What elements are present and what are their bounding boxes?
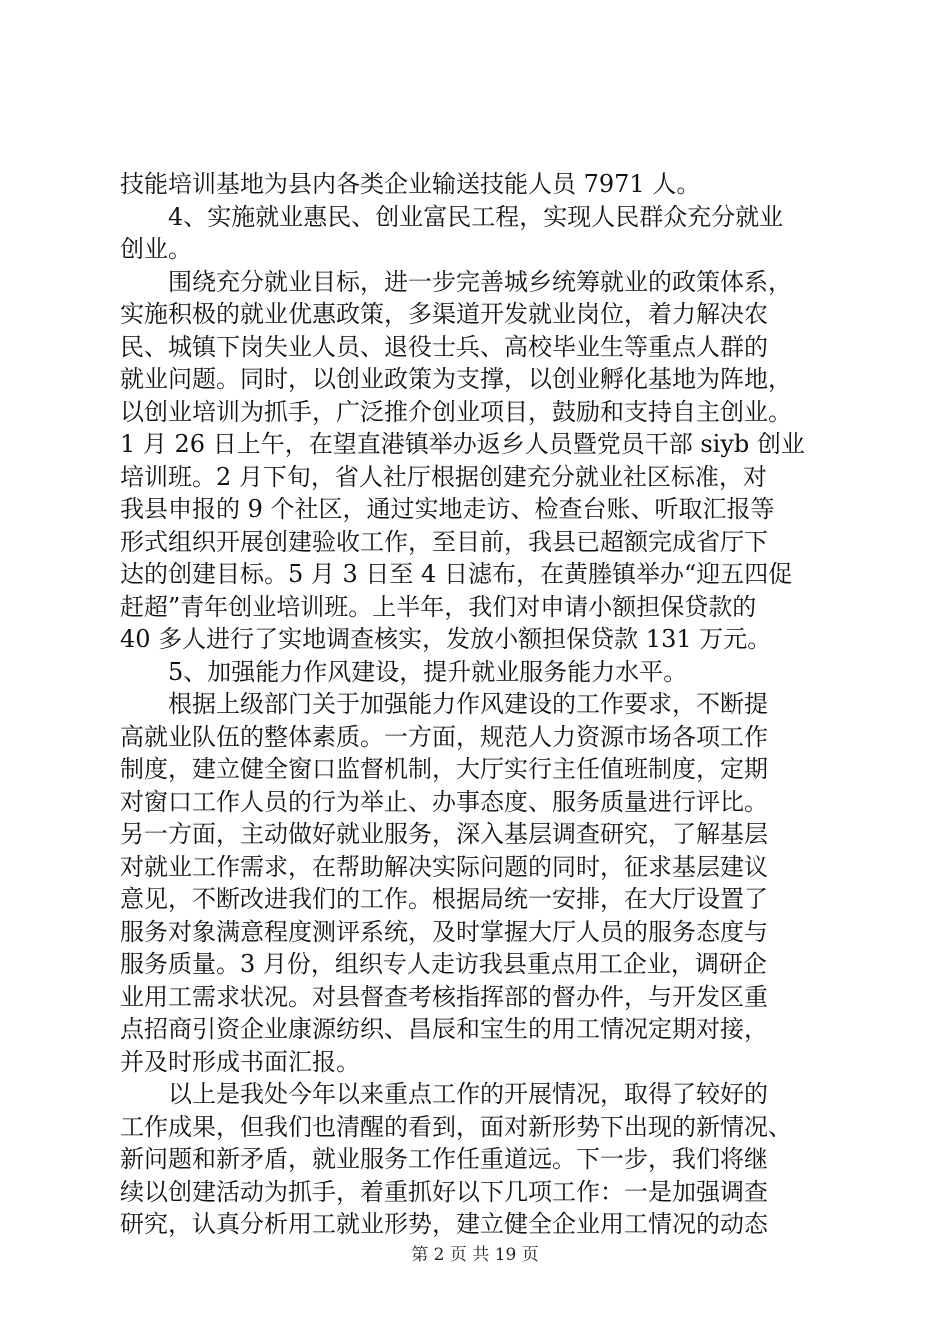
page-footer: 第 2 页 共 19 页 [411, 1245, 539, 1265]
text-line: 赶超”青年创业培训班。上半年，我们对申请小额担保贷款的 [120, 592, 757, 621]
text-line: 另一方面，主动做好就业服务，深入基层调查研究，了解基层 [120, 820, 768, 848]
text-line: 技能培训基地为县内各类企业输送技能人员 7971 人。 [120, 170, 701, 198]
text-line: 以创业培训为抓手，广泛推介创业项目，鼓励和支持自主创业。 [120, 397, 792, 426]
text-line: 达的创建目标。5 月 3 日至 4 日滤布，在黄塍镇举办“迎五四促 [120, 560, 793, 588]
text-line: 并及时形成书面汇报。 [120, 1047, 360, 1076]
text-line: 5、加强能力作风建设，提升就业服务能力水平。 [120, 657, 688, 686]
text-line: 制度，建立健全窗口监督机制，大厅实行主任值班制度，定期 [120, 755, 768, 783]
text-line: 研究，认真分析用工就业形势，建立健全企业用工情况的动态 [120, 1210, 768, 1238]
text-line: 培训班。2 月下旬，省人社厅根据创建充分就业社区标准，对 [120, 462, 767, 491]
text-line: 以上是我处今年以来重点工作的开展情况，取得了较好的 [120, 1080, 768, 1108]
text-line: 就业问题。同时，以创业政策为支撑，以创业孵化基地为阵地， [120, 365, 792, 393]
text-line: 新问题和新矛盾，就业服务工作任重道远。下一步，我们将继 [120, 1145, 768, 1173]
text-line: 对窗口工作人员的行为举止、办事态度、服务质量进行评比。 [120, 787, 768, 816]
text-line: 服务对象满意程度测评系统，及时掌握大厅人员的服务态度与 [120, 917, 768, 946]
text-line: 续以创建活动为抓手，着重抓好以下几项工作：一是加强调查 [120, 1177, 768, 1206]
text-line: 形式组织开展创建验收工作，至目前，我县已超额完成省厅下 [120, 527, 768, 556]
text-line: 意见，不断改进我们的工作。根据局统一安排，在大厅设置了 [120, 885, 768, 913]
text-line: 4、实施就业惠民、创业富民工程，实现人民群众充分就业 [120, 202, 784, 231]
text-line: 40 多人进行了实地调查核实，发放小额担保贷款 131 万元。 [120, 625, 772, 653]
text-line: 创业。 [120, 235, 192, 263]
text-line: 点招商引资企业康源纺织、昌辰和宝生的用工情况定期对接， [120, 1015, 768, 1043]
text-line: 业用工需求状况。对县督查考核指挥部的督办件，与开发区重 [120, 982, 768, 1011]
text-line: 对就业工作需求，在帮助解决实际问题的同时，征求基层建议 [120, 852, 768, 881]
text-line: 实施积极的就业优惠政策，多渠道开发就业岗位，着力解决农 [120, 300, 768, 328]
text-line: 围绕充分就业目标，进一步完善城乡统筹就业的政策体系， [120, 267, 792, 296]
text-line: 根据上级部门关于加强能力作风建设的工作要求，不断提 [120, 690, 768, 718]
text-line: 民、城镇下岗失业人员、退役士兵、高校毕业生等重点人群的 [120, 332, 768, 361]
text-line: 1 月 26 日上午，在望直港镇举办返乡人员暨党员干部 siyb 创业 [120, 430, 805, 458]
text-line: 我县申报的 9 个社区，通过实地走访、检查台账、听取汇报等 [120, 495, 775, 523]
text-line: 服务质量。3 月份，组织专人走访我县重点用工企业，调研企 [120, 950, 767, 978]
text-line: 工作成果，但我们也清醒的看到，面对新形势下出现的新情况、 [120, 1112, 792, 1141]
text-line: 高就业队伍的整体素质。一方面，规范人力资源市场各项工作 [120, 722, 768, 751]
document-body [120, 168, 850, 1241]
